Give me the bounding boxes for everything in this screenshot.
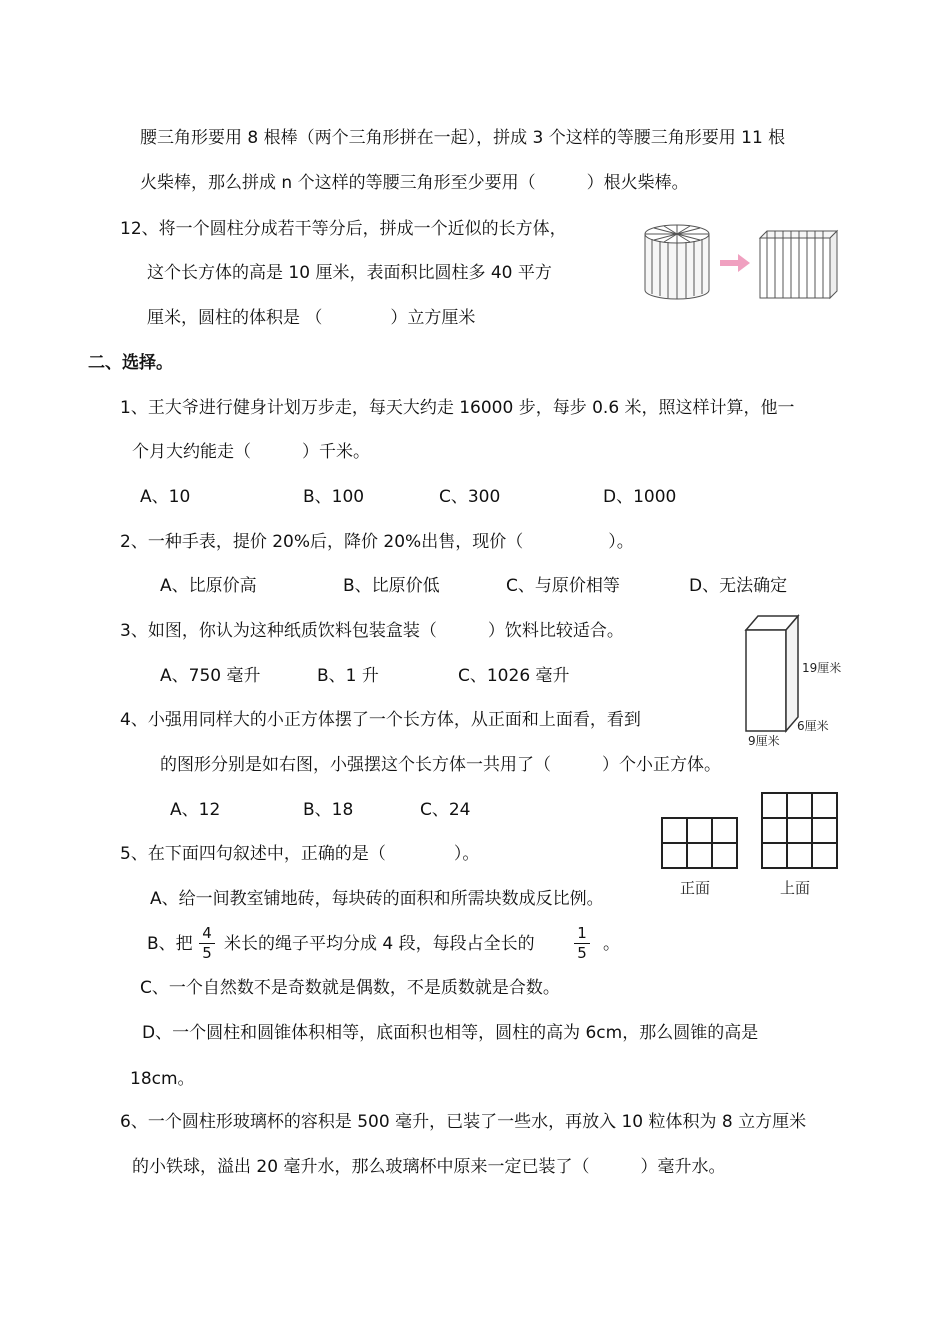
c3-option-c: C、1026 毫升 [458, 666, 570, 686]
top-view-grid [762, 793, 837, 868]
c5-option-b-middle: 米长的绳子平均分成 4 段，每段占全长的 [224, 934, 535, 954]
c5-option-a: A、给一间教室铺地砖，每块砖的面积和所需块数成反比例。 [150, 889, 604, 909]
cuboid-shape [760, 231, 837, 298]
arrow-right-icon [720, 254, 750, 272]
c1-option-c: C、300 [439, 487, 501, 507]
fraction-one-fifth [574, 925, 590, 962]
c5-option-c: C、一个自然数不是奇数就是偶数，不是质数就是合数。 [140, 978, 560, 998]
c4-option-b: B、18 [303, 800, 354, 820]
front-view-label: 正面 [680, 879, 711, 897]
c5-option-d-line1: D、一个圆柱和圆锥体积相等，底面积也相等，圆柱的高为 6cm，那么圆锥的高是 [142, 1023, 759, 1043]
fraction-numerator: 4 [202, 924, 212, 942]
q11-line1: 腰三角形要用 8 根棒（两个三角形拼在一起），拼成 3 个这样的等腰三角形要用 11 根 [140, 128, 786, 148]
c5-option-b-prefix: B、把 [147, 934, 193, 954]
c4-option-a: A、12 [170, 800, 221, 820]
box-depth-label: 6厘米 [797, 719, 829, 733]
c2-option-c: C、与原价相等 [506, 576, 620, 596]
front-view-grid [662, 818, 737, 868]
drink-box-figure [742, 610, 852, 750]
fraction-denominator: 5 [577, 944, 587, 962]
c1-option-b: B、100 [303, 487, 365, 507]
cylinder-shape [645, 225, 709, 299]
c5-line1: 5、在下面四句叙述中，正确的是（ ）。 [120, 844, 480, 864]
c2-option-a: A、比原价高 [160, 576, 257, 596]
c1-option-d: D、1000 [603, 487, 677, 507]
c4-line2: 的图形分别是如右图，小强摆这个长方体一共用了（ ）个小正方体。 [160, 755, 721, 775]
c6-line2: 的小铁球，溢出 20 毫升水，那么玻璃杯中原来一定已装了（ ）毫升水。 [132, 1157, 726, 1177]
c1-option-a: A、10 [140, 487, 191, 507]
fraction-four-fifths [199, 925, 215, 962]
c3-option-b: B、1 升 [317, 666, 379, 686]
c5-option-b-end: 。 [603, 934, 620, 954]
c6-line1: 6、一个圆柱形玻璃杯的容积是 500 毫升，已装了一些水，再放入 10 粒体积为 8 立方厘米 [120, 1112, 807, 1132]
fraction-numerator: 1 [577, 924, 587, 942]
q12-line1: 12、将一个圆柱分成若干等分后，拼成一个近似的长方体， [120, 219, 567, 239]
q11-line2: 火柴棒，那么拼成 n 个这样的等腰三角形至少要用（ ）根火柴棒。 [140, 173, 689, 193]
c4-line1: 4、小强用同样大的小正方体摆了一个长方体，从正面和上面看，看到 [120, 710, 641, 730]
c1-line2: 个月大约能走（ ）千米。 [132, 442, 370, 462]
c2-line1: 2、一种手表，提价 20%后，降价 20%出售，现价（ ）。 [120, 532, 634, 552]
q12-line2: 这个长方体的高是 10 厘米，表面积比圆柱多 40 平方 [147, 263, 552, 283]
section-title: 二、选择。 [88, 353, 173, 373]
box-height-label: 19厘米 [802, 661, 842, 675]
c3-option-a: A、750 毫升 [160, 666, 261, 686]
box-width-label: 9厘米 [748, 734, 780, 748]
c3-line1: 3、如图，你认为这种纸质饮料包装盒装（ ）饮料比较适合。 [120, 621, 624, 641]
c5-option-d-line2: 18cm。 [130, 1069, 195, 1089]
c4-option-c: C、24 [420, 800, 471, 820]
fraction-denominator: 5 [202, 944, 212, 962]
c2-option-d: D、无法确定 [689, 576, 788, 596]
c2-option-b: B、比原价低 [343, 576, 440, 596]
c1-line1: 1、王大爷进行健身计划万步走，每天大约走 16000 步，每步 0.6 米，照这样计算，他一 [120, 398, 795, 418]
views-figure [656, 788, 846, 900]
q12-line3: 厘米，圆柱的体积是 （ ）立方厘米 [147, 308, 476, 328]
top-view-label: 上面 [780, 879, 811, 897]
cylinder-to-cuboid-figure [640, 220, 852, 304]
